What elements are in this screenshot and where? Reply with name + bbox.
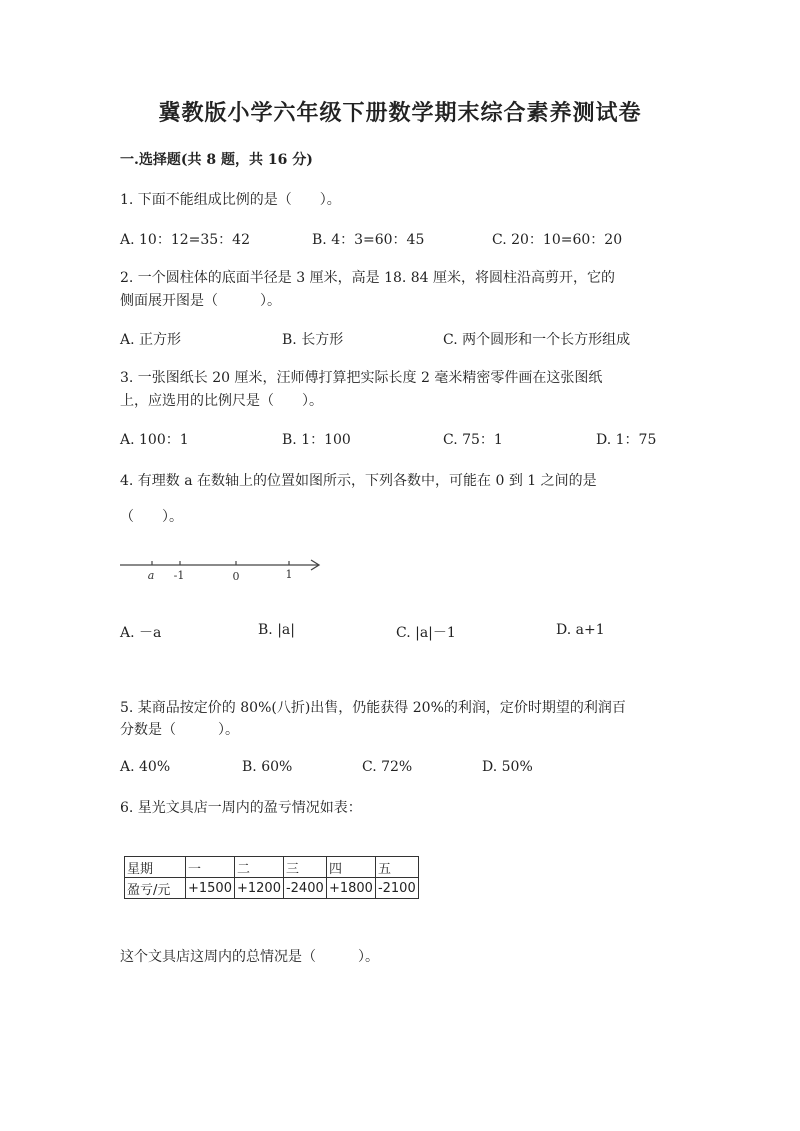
table-cell: 二: [234, 857, 283, 878]
label-1: 1: [285, 568, 293, 581]
question-5-text-line-2: 分数是（ ）。: [120, 722, 239, 738]
question-3-option-b[interactable]: B. 1：100: [282, 432, 351, 448]
question-3-option-d[interactable]: D. 1：75: [596, 432, 657, 448]
question-5-option-b[interactable]: B. 60%: [242, 759, 293, 775]
question-3-option-a[interactable]: A. 100：1: [120, 432, 189, 448]
question-3-text-line-2: 上，应选用的比例尺是（ ）。: [120, 393, 323, 409]
table-cell: 五: [375, 857, 418, 878]
table-cell: 一: [186, 857, 235, 878]
table-cell: -2400: [283, 878, 326, 899]
question-3-option-c[interactable]: C. 75：1: [443, 432, 503, 448]
table-cell: -2100: [375, 878, 418, 899]
label-neg-1: -1: [173, 569, 185, 582]
question-4-option-c[interactable]: C. |a|－1: [396, 625, 456, 641]
table-cell: 三: [283, 857, 326, 878]
page-title: 冀教版小学六年级下册数学期末综合素养测试卷: [158, 100, 642, 126]
profit-loss-table: [124, 856, 419, 899]
table-cell: 四: [326, 857, 375, 878]
question-2-option-b[interactable]: B. 长方形: [282, 332, 344, 348]
question-5-text-line-1: 5. 某商品按定价的 80%(八折)出售，仍能获得 20%的利润，定价时期望的利润百: [120, 700, 626, 716]
section-heading: 一.选择题(共 8 题，共 16 分): [120, 152, 313, 168]
table-cell: +1500: [186, 878, 235, 899]
table-cell: +1800: [326, 878, 375, 899]
question-1-option-b[interactable]: B. 4：3=60：45: [312, 232, 425, 248]
label-a: a: [147, 569, 155, 582]
question-5-option-d[interactable]: D. 50%: [482, 759, 533, 775]
label-0: 0: [232, 570, 240, 583]
question-5-option-c[interactable]: C. 72%: [362, 759, 413, 775]
table-cell: 星期: [125, 857, 186, 878]
question-4-option-a[interactable]: A. －a: [120, 625, 162, 641]
question-4-option-d[interactable]: D. a+1: [556, 622, 605, 638]
question-3-text-line-1: 3. 一张图纸长 20 厘米，汪师傅打算把实际长度 2 毫米精密零件画在这张图纸: [120, 370, 603, 386]
table-row: [125, 878, 419, 899]
question-5-option-a[interactable]: A. 40%: [120, 759, 171, 775]
question-1-option-c[interactable]: C. 20：10=60：20: [492, 232, 623, 248]
question-2-option-a[interactable]: A. 正方形: [120, 332, 182, 348]
question-1-option-a[interactable]: A. 10：12=35：42: [120, 232, 250, 248]
question-1-text: 1. 下面不能组成比例的是（ ）。: [120, 192, 341, 208]
question-4-text-line-2: （ ）。: [120, 509, 183, 525]
question-2-option-c[interactable]: C. 两个圆形和一个长方形组成: [443, 332, 631, 348]
question-6-text: 6. 星光文具店一周内的盈亏情况如表：: [120, 800, 362, 816]
table-cell: +1200: [234, 878, 283, 899]
question-2-text-line-1: 2. 一个圆柱体的底面半径是 3 厘米，高是 18. 84 厘米，将圆柱沿高剪开，它的: [120, 270, 616, 286]
question-4-option-b[interactable]: B. |a|: [258, 622, 295, 638]
table-cell: 盈亏/元: [125, 878, 186, 899]
question-6-followup: 这个文具店这周内的总情况是（ ）。: [120, 949, 379, 965]
number-line-figure: [118, 552, 328, 588]
table-row: [125, 857, 419, 878]
question-2-text-line-2: 侧面展开图是（ ）。: [120, 293, 281, 309]
question-4-text-line-1: 4. 有理数 a 在数轴上的位置如图所示，下列各数中，可能在 0 到 1 之间的是: [120, 473, 597, 489]
